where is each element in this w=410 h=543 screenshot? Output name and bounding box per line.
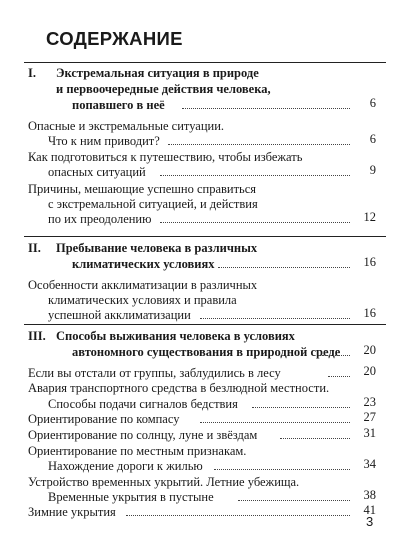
- section-number: III.: [28, 329, 46, 343]
- section-number: I.: [28, 66, 36, 80]
- section-title: Способы выживания человека в условиях: [56, 329, 295, 343]
- toc-entry: Авария транспортного средства в безлюдной местности.: [28, 381, 330, 395]
- page-ref: 12: [363, 210, 376, 224]
- dot-leader: [182, 108, 350, 109]
- toc-entry: Что к ним приводит?: [48, 134, 160, 148]
- toc-entry: с экстремальной ситуацией, и действия: [48, 197, 258, 211]
- page-number: 3: [366, 514, 374, 529]
- section-rule: [24, 62, 386, 63]
- toc-entry: Ориентирование по местным признакам.: [28, 444, 247, 458]
- toc-entry: опасных ситуаций: [48, 165, 146, 179]
- toc-entry: климатических условиях и правила: [48, 293, 237, 307]
- page-ref: 41: [363, 503, 376, 517]
- section-rule: [24, 236, 386, 237]
- toc-entry: Особенности акклиматизации в различных: [28, 278, 258, 292]
- page-ref: 23: [363, 395, 376, 409]
- section-title: Пребывание человека в различных: [56, 241, 258, 255]
- dot-leader: [214, 469, 350, 470]
- section-rule: [24, 324, 386, 325]
- dot-leader: [280, 438, 350, 439]
- page-ref: 20: [363, 343, 376, 357]
- toc-entry: Если вы отстали от группы, заблудились в лесу: [28, 366, 281, 380]
- dot-leader: [328, 376, 350, 377]
- page-ref: 6: [369, 96, 376, 110]
- dot-leader: [168, 144, 350, 145]
- section-title: автономного существования в природной среде: [72, 345, 341, 359]
- page-ref: 6: [369, 132, 376, 146]
- page-ref: 20: [363, 364, 376, 378]
- dot-leader: [252, 407, 350, 408]
- toc-entry: Причины, мешающие успешно справиться: [28, 182, 257, 196]
- dot-leader: [160, 175, 350, 176]
- dot-leader: [200, 318, 350, 319]
- dot-leader: [160, 222, 350, 223]
- page-ref: 9: [369, 163, 376, 177]
- dot-leader: [238, 500, 350, 501]
- dot-leader: [126, 515, 350, 516]
- toc-entry: Как подготовиться к путешествию, чтобы избежать: [28, 150, 303, 164]
- section-title: Экстремальная ситуация в природе: [56, 66, 259, 80]
- toc-entry: Способы подачи сигналов бедствия: [48, 397, 238, 411]
- page-ref: 27: [363, 410, 376, 424]
- dot-leader: [218, 267, 350, 268]
- section-title: и первоочередные действия человека,: [56, 82, 271, 96]
- section-number: II.: [28, 241, 41, 255]
- toc-entry: Ориентирование по компасу: [28, 412, 180, 426]
- toc-entry: успешной акклиматизации: [48, 308, 191, 322]
- section-title: попавшего в неё: [72, 98, 165, 112]
- toc-entry: Нахождение дороги к жилью: [48, 459, 203, 473]
- toc-entry: Временные укрытия в пустыне: [48, 490, 214, 504]
- page-ref: 34: [363, 457, 376, 471]
- page-ref: 31: [363, 426, 376, 440]
- dot-leader: [200, 422, 350, 423]
- page-ref: 16: [363, 306, 376, 320]
- toc-entry: Зимние укрытия: [28, 505, 116, 519]
- toc-entry: Опасные и экстремальные ситуации.: [28, 119, 225, 133]
- toc-heading: СОДЕРЖАНИЕ: [46, 28, 183, 49]
- page-ref: 38: [363, 488, 376, 502]
- page-ref: 16: [363, 255, 376, 269]
- toc-entry: Ориентирование по солнцу, луне и звёздам: [28, 428, 258, 442]
- toc-entry: по их преодолению: [48, 212, 152, 226]
- dot-leader: [322, 355, 350, 356]
- section-title: климатических условиях: [72, 257, 215, 271]
- toc-entry: Устройство временных укрытий. Летние убежища.: [28, 475, 300, 489]
